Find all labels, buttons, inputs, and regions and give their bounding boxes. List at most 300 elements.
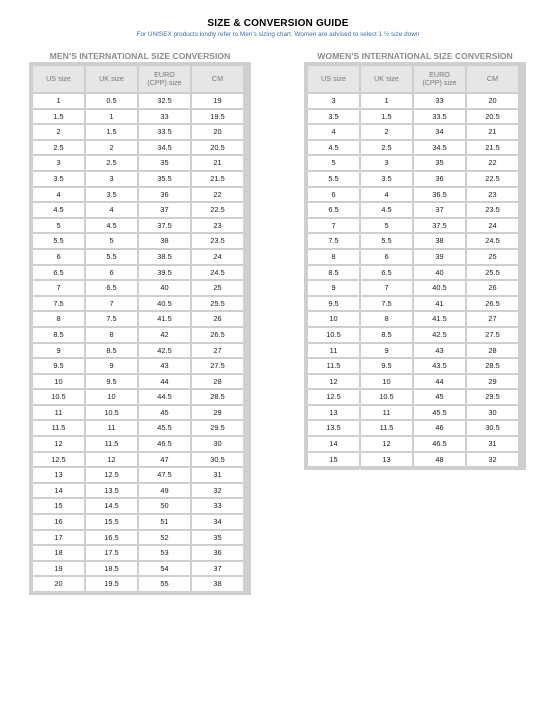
mens-cell-cm: 34 (192, 515, 243, 529)
table-row (308, 406, 518, 420)
womens-cell-us: 12.5 (308, 390, 359, 404)
mens-cell-euro: 50 (139, 499, 190, 513)
mens-cell-uk: 2 (86, 141, 137, 155)
womens-cell-uk: 2 (361, 125, 412, 139)
table-row (308, 421, 518, 435)
table-row (33, 531, 243, 545)
mens-cell-uk: 9.5 (86, 375, 137, 389)
womens-cell-cm: 27 (467, 312, 518, 326)
mens-cell-cm: 38 (192, 577, 243, 591)
mens-section-title: MEN’S INTERNATIONAL SIZE CONVERSION (49, 51, 231, 61)
mens-cell-uk: 2.5 (86, 156, 137, 170)
womens-cell-euro: 33 (414, 94, 465, 108)
womens-cell-us: 9.5 (308, 297, 359, 311)
mens-cell-euro: 33.5 (139, 125, 190, 139)
table-row (33, 281, 243, 295)
mens-cell-us: 19 (33, 562, 84, 576)
table-row (33, 156, 243, 170)
womens-cell-euro: 42.5 (414, 328, 465, 342)
womens-cell-us: 10 (308, 312, 359, 326)
womens-cell-us: 7 (308, 219, 359, 233)
mens-cell-us: 8 (33, 312, 84, 326)
table-row (308, 188, 518, 202)
mens-cell-euro: 40 (139, 281, 190, 295)
womens-cell-uk: 1.5 (361, 110, 412, 124)
womens-header-euro (414, 66, 465, 92)
mens-header-cm: CM (192, 66, 243, 92)
womens-cell-cm: 29.5 (467, 390, 518, 404)
mens-cell-us: 18 (33, 546, 84, 560)
mens-cell-uk: 15.5 (86, 515, 137, 529)
womens-cell-us: 3.5 (308, 110, 359, 124)
womens-cell-euro: 48 (414, 453, 465, 467)
table-row (33, 328, 243, 342)
mens-cell-euro: 39.5 (139, 266, 190, 280)
womens-cell-euro: 36 (414, 172, 465, 186)
womens-section-title: WOMEN’S INTERNATIONAL SIZE CONVERSION (317, 51, 513, 61)
table-row (308, 110, 518, 124)
table-row (33, 375, 243, 389)
womens-cell-us: 8.5 (308, 266, 359, 280)
table-row (33, 219, 243, 233)
mens-cell-us: 5 (33, 219, 84, 233)
womens-cell-us: 13 (308, 406, 359, 420)
mens-cell-us: 5.5 (33, 234, 84, 248)
mens-cell-us: 13 (33, 468, 84, 482)
mens-cell-euro: 42.5 (139, 344, 190, 358)
womens-table-frame (304, 62, 526, 470)
table-row (33, 94, 243, 108)
mens-cell-us: 17 (33, 531, 84, 545)
mens-cell-us: 6.5 (33, 266, 84, 280)
table-row (308, 219, 518, 233)
mens-cell-uk: 17.5 (86, 546, 137, 560)
mens-cell-uk: 12 (86, 453, 137, 467)
table-row (33, 562, 243, 576)
womens-cell-cm: 30 (467, 406, 518, 420)
mens-cell-uk: 4 (86, 203, 137, 217)
mens-size-table (31, 64, 245, 593)
womens-cell-cm: 32 (467, 453, 518, 467)
mens-size-section (29, 50, 251, 595)
mens-cell-cm: 27.5 (192, 359, 243, 373)
mens-cell-cm: 32 (192, 484, 243, 498)
womens-cell-euro: 41 (414, 297, 465, 311)
womens-cell-uk: 11.5 (361, 421, 412, 435)
mens-cell-euro: 44.5 (139, 390, 190, 404)
mens-cell-cm: 22 (192, 188, 243, 202)
womens-cell-euro: 34 (414, 125, 465, 139)
womens-cell-cm: 21 (467, 125, 518, 139)
mens-cell-euro: 35.5 (139, 172, 190, 186)
womens-cell-us: 5 (308, 156, 359, 170)
womens-cell-cm: 23 (467, 188, 518, 202)
womens-cell-us: 8 (308, 250, 359, 264)
mens-cell-euro: 47.5 (139, 468, 190, 482)
womens-cell-uk: 4.5 (361, 203, 412, 217)
mens-cell-euro: 37.5 (139, 219, 190, 233)
table-row (308, 297, 518, 311)
table-row (308, 328, 518, 342)
womens-cell-euro: 33.5 (414, 110, 465, 124)
mens-cell-uk: 0.5 (86, 94, 137, 108)
womens-cell-euro: 40.5 (414, 281, 465, 295)
mens-cell-uk: 14.5 (86, 499, 137, 513)
table-row (33, 172, 243, 186)
table-row (33, 203, 243, 217)
mens-table-frame (29, 62, 251, 595)
mens-cell-uk: 1 (86, 110, 137, 124)
womens-cell-uk: 10 (361, 375, 412, 389)
mens-cell-us: 10 (33, 375, 84, 389)
womens-cell-us: 4 (308, 125, 359, 139)
table-row (33, 468, 243, 482)
womens-cell-euro: 46 (414, 421, 465, 435)
mens-cell-cm: 21.5 (192, 172, 243, 186)
womens-cell-us: 4.5 (308, 141, 359, 155)
table-row (33, 390, 243, 404)
mens-cell-uk: 19.5 (86, 577, 137, 591)
table-row (33, 546, 243, 560)
womens-cell-uk: 12 (361, 437, 412, 451)
mens-cell-euro: 34.5 (139, 141, 190, 155)
womens-cell-uk: 5 (361, 219, 412, 233)
mens-cell-cm: 22.5 (192, 203, 243, 217)
table-row (33, 359, 243, 373)
womens-cell-euro: 37 (414, 203, 465, 217)
table-row (33, 141, 243, 155)
table-row (308, 453, 518, 467)
table-row (33, 188, 243, 202)
mens-cell-us: 15 (33, 499, 84, 513)
mens-cell-euro: 51 (139, 515, 190, 529)
womens-cell-cm: 20.5 (467, 110, 518, 124)
womens-cell-us: 12 (308, 375, 359, 389)
womens-cell-uk: 6.5 (361, 266, 412, 280)
womens-cell-euro: 34.5 (414, 141, 465, 155)
womens-cell-euro: 45.5 (414, 406, 465, 420)
mens-cell-euro: 38 (139, 234, 190, 248)
womens-cell-euro: 39 (414, 250, 465, 264)
mens-cell-us: 2.5 (33, 141, 84, 155)
mens-cell-us: 7 (33, 281, 84, 295)
mens-cell-cm: 28.5 (192, 390, 243, 404)
mens-cell-euro: 41.5 (139, 312, 190, 326)
mens-cell-euro: 37 (139, 203, 190, 217)
womens-cell-euro: 44 (414, 375, 465, 389)
womens-cell-euro: 43.5 (414, 359, 465, 373)
page-subtitle: For UNISEX products kindly refer to Men’s sizing chart. Women are advised to select 1 ½ size down (136, 31, 420, 38)
mens-header-uk: UK size (86, 66, 137, 92)
mens-header-us: US size (33, 66, 84, 92)
mens-cell-cm: 30.5 (192, 453, 243, 467)
mens-cell-us: 3.5 (33, 172, 84, 186)
mens-cell-uk: 9 (86, 359, 137, 373)
womens-cell-us: 10.5 (308, 328, 359, 342)
womens-cell-euro: 35 (414, 156, 465, 170)
womens-cell-uk: 7.5 (361, 297, 412, 311)
womens-cell-cm: 30.5 (467, 421, 518, 435)
womens-cell-euro: 38 (414, 234, 465, 248)
table-row (33, 344, 243, 358)
table-row (33, 515, 243, 529)
mens-cell-us: 11.5 (33, 421, 84, 435)
mens-cell-cm: 23 (192, 219, 243, 233)
womens-cell-uk: 3.5 (361, 172, 412, 186)
mens-cell-euro: 45 (139, 406, 190, 420)
table-row (33, 110, 243, 124)
mens-cell-us: 12 (33, 437, 84, 451)
table-row (308, 344, 518, 358)
mens-cell-uk: 3.5 (86, 188, 137, 202)
table-row (33, 125, 243, 139)
mens-cell-cm: 20.5 (192, 141, 243, 155)
womens-cell-cm: 25 (467, 250, 518, 264)
mens-cell-us: 9 (33, 344, 84, 358)
mens-cell-cm: 21 (192, 156, 243, 170)
table-row (33, 297, 243, 311)
mens-cell-uk: 10 (86, 390, 137, 404)
womens-cell-cm: 27.5 (467, 328, 518, 342)
table-row (308, 359, 518, 373)
mens-cell-euro: 33 (139, 110, 190, 124)
womens-cell-us: 13.5 (308, 421, 359, 435)
mens-cell-cm: 30 (192, 437, 243, 451)
womens-cell-uk: 5.5 (361, 234, 412, 248)
womens-cell-cm: 21.5 (467, 141, 518, 155)
mens-cell-us: 6 (33, 250, 84, 264)
mens-header-euro-label: EURO (CPP) size (147, 70, 182, 87)
womens-cell-us: 6 (308, 188, 359, 202)
womens-cell-euro: 40 (414, 266, 465, 280)
mens-cell-uk: 5.5 (86, 250, 137, 264)
womens-cell-cm: 23.5 (467, 203, 518, 217)
mens-header-row (33, 66, 243, 92)
table-row (33, 250, 243, 264)
mens-cell-euro: 38.5 (139, 250, 190, 264)
mens-cell-euro: 42 (139, 328, 190, 342)
mens-cell-cm: 31 (192, 468, 243, 482)
mens-cell-cm: 26 (192, 312, 243, 326)
mens-cell-uk: 5 (86, 234, 137, 248)
womens-cell-euro: 45 (414, 390, 465, 404)
mens-cell-cm: 19 (192, 94, 243, 108)
womens-cell-uk: 7 (361, 281, 412, 295)
womens-cell-uk: 6 (361, 250, 412, 264)
mens-cell-cm: 29.5 (192, 421, 243, 435)
womens-cell-cm: 26.5 (467, 297, 518, 311)
table-row (308, 203, 518, 217)
mens-cell-uk: 7 (86, 297, 137, 311)
mens-cell-uk: 12.5 (86, 468, 137, 482)
womens-cell-us: 5.5 (308, 172, 359, 186)
mens-cell-uk: 10.5 (86, 406, 137, 420)
table-row (33, 266, 243, 280)
mens-cell-uk: 11.5 (86, 437, 137, 451)
mens-cell-uk: 3 (86, 172, 137, 186)
womens-cell-uk: 13 (361, 453, 412, 467)
mens-cell-euro: 53 (139, 546, 190, 560)
womens-cell-uk: 1 (361, 94, 412, 108)
womens-cell-cm: 28 (467, 344, 518, 358)
table-row (33, 484, 243, 498)
mens-cell-cm: 19.5 (192, 110, 243, 124)
womens-size-table (306, 64, 520, 468)
table-row (308, 437, 518, 451)
table-row (33, 499, 243, 513)
mens-cell-cm: 28 (192, 375, 243, 389)
mens-cell-euro: 52 (139, 531, 190, 545)
mens-cell-us: 10.5 (33, 390, 84, 404)
womens-header-row (308, 66, 518, 92)
mens-cell-cm: 27 (192, 344, 243, 358)
mens-cell-uk: 8.5 (86, 344, 137, 358)
womens-cell-uk: 8.5 (361, 328, 412, 342)
womens-cell-uk: 9.5 (361, 359, 412, 373)
mens-cell-uk: 7.5 (86, 312, 137, 326)
table-row (33, 312, 243, 326)
table-row (308, 266, 518, 280)
womens-cell-cm: 29 (467, 375, 518, 389)
mens-cell-us: 3 (33, 156, 84, 170)
womens-cell-uk: 3 (361, 156, 412, 170)
mens-cell-us: 11 (33, 406, 84, 420)
mens-cell-euro: 55 (139, 577, 190, 591)
mens-cell-cm: 24 (192, 250, 243, 264)
mens-cell-uk: 8 (86, 328, 137, 342)
table-row (33, 406, 243, 420)
womens-cell-uk: 9 (361, 344, 412, 358)
table-row (308, 312, 518, 326)
mens-cell-cm: 36 (192, 546, 243, 560)
mens-cell-uk: 6 (86, 266, 137, 280)
mens-cell-us: 8.5 (33, 328, 84, 342)
table-row (308, 125, 518, 139)
mens-cell-euro: 43 (139, 359, 190, 373)
womens-header-uk: UK size (361, 66, 412, 92)
mens-cell-us: 4 (33, 188, 84, 202)
womens-cell-euro: 37.5 (414, 219, 465, 233)
womens-cell-euro: 43 (414, 344, 465, 358)
mens-cell-euro: 46.5 (139, 437, 190, 451)
mens-cell-uk: 1.5 (86, 125, 137, 139)
womens-cell-euro: 36.5 (414, 188, 465, 202)
womens-header-euro-label: EURO (CPP) size (422, 70, 457, 87)
womens-cell-us: 11 (308, 344, 359, 358)
womens-cell-uk: 2.5 (361, 141, 412, 155)
womens-size-section (304, 50, 526, 470)
table-row (308, 234, 518, 248)
womens-cell-cm: 24 (467, 219, 518, 233)
mens-cell-us: 9.5 (33, 359, 84, 373)
womens-cell-uk: 8 (361, 312, 412, 326)
womens-cell-us: 7.5 (308, 234, 359, 248)
mens-cell-euro: 49 (139, 484, 190, 498)
table-row (308, 156, 518, 170)
table-row (308, 390, 518, 404)
mens-cell-cm: 25.5 (192, 297, 243, 311)
mens-cell-cm: 23.5 (192, 234, 243, 248)
mens-cell-euro: 32.5 (139, 94, 190, 108)
mens-cell-uk: 13.5 (86, 484, 137, 498)
table-row (33, 577, 243, 591)
mens-cell-euro: 36 (139, 188, 190, 202)
womens-cell-uk: 11 (361, 406, 412, 420)
womens-cell-us: 15 (308, 453, 359, 467)
mens-cell-us: 12.5 (33, 453, 84, 467)
mens-cell-uk: 18.5 (86, 562, 137, 576)
mens-cell-cm: 29 (192, 406, 243, 420)
womens-cell-euro: 46.5 (414, 437, 465, 451)
womens-cell-cm: 20 (467, 94, 518, 108)
mens-cell-cm: 20 (192, 125, 243, 139)
womens-cell-cm: 24.5 (467, 234, 518, 248)
mens-cell-uk: 6.5 (86, 281, 137, 295)
mens-header-euro (139, 66, 190, 92)
mens-cell-us: 7.5 (33, 297, 84, 311)
womens-cell-euro: 41.5 (414, 312, 465, 326)
womens-cell-us: 6.5 (308, 203, 359, 217)
womens-cell-us: 9 (308, 281, 359, 295)
table-row (33, 234, 243, 248)
table-row (33, 437, 243, 451)
mens-cell-us: 2 (33, 125, 84, 139)
mens-cell-cm: 25 (192, 281, 243, 295)
womens-cell-cm: 22 (467, 156, 518, 170)
table-row (308, 375, 518, 389)
table-row (33, 421, 243, 435)
womens-cell-cm: 22.5 (467, 172, 518, 186)
womens-header-cm: CM (467, 66, 518, 92)
mens-cell-cm: 33 (192, 499, 243, 513)
mens-cell-euro: 47 (139, 453, 190, 467)
womens-table-body (308, 94, 518, 466)
table-row (308, 94, 518, 108)
womens-cell-uk: 10.5 (361, 390, 412, 404)
page-title: SIZE & CONVERSION GUIDE (207, 18, 349, 29)
mens-cell-uk: 16.5 (86, 531, 137, 545)
table-row (308, 141, 518, 155)
womens-cell-us: 14 (308, 437, 359, 451)
mens-cell-uk: 11 (86, 421, 137, 435)
mens-cell-us: 4.5 (33, 203, 84, 217)
mens-cell-us: 1 (33, 94, 84, 108)
mens-cell-us: 14 (33, 484, 84, 498)
mens-cell-cm: 26.5 (192, 328, 243, 342)
mens-cell-euro: 35 (139, 156, 190, 170)
womens-cell-cm: 28.5 (467, 359, 518, 373)
womens-cell-us: 11.5 (308, 359, 359, 373)
mens-cell-uk: 4.5 (86, 219, 137, 233)
womens-cell-us: 3 (308, 94, 359, 108)
mens-cell-cm: 37 (192, 562, 243, 576)
mens-cell-euro: 54 (139, 562, 190, 576)
womens-cell-cm: 25.5 (467, 266, 518, 280)
mens-table-body (33, 94, 243, 591)
table-row (308, 172, 518, 186)
womens-cell-cm: 26 (467, 281, 518, 295)
mens-cell-cm: 24.5 (192, 266, 243, 280)
mens-cell-euro: 44 (139, 375, 190, 389)
mens-cell-us: 20 (33, 577, 84, 591)
womens-header-us: US size (308, 66, 359, 92)
mens-cell-us: 16 (33, 515, 84, 529)
mens-cell-us: 1.5 (33, 110, 84, 124)
table-row (308, 250, 518, 264)
mens-cell-cm: 35 (192, 531, 243, 545)
mens-cell-euro: 40.5 (139, 297, 190, 311)
table-row (33, 453, 243, 467)
